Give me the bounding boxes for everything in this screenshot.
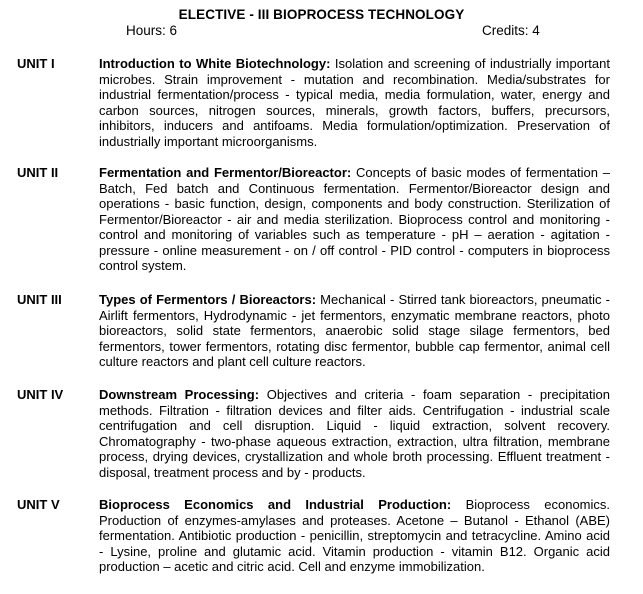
unit-heading: Fermentation and Fermentor/Bioreactor:: [99, 165, 352, 180]
unit-heading: Introduction to White Biotechnology:: [99, 56, 331, 71]
unit-text: Bioprocess economics. Production of enzymes-amylases and proteases. Acetone – Butanol - Ethanol (ABE) fermentation. Antibiotic production - penicillin, streptomycin and tetracycline. Amino acid - Lysine, proline and glutamic acid. Vitamin production - vitamin B12. Organic acid production – acetic and citric acid. Cell and enzyme immobilization.: [99, 497, 611, 574]
hours-label: Hours: 6: [126, 23, 178, 38]
unit-heading: Bioprocess Economics and Industrial Production:: [99, 497, 452, 512]
unit-content: [99, 165, 610, 274]
unit-content: [99, 497, 610, 575]
credits-label: Credits: 4: [482, 23, 540, 38]
unit-text: Objectives and criteria - foam separation - precipitation methods. Filtration - filtration devices and filter aids. Centrifugation - industrial scale centrifugation and cell disruption. Liquid - liquid extraction, solvent recovery. Chromatography - two-phase aqueous extraction, extraction, ultra filtration, membrane process, drying devices, crystallization and whole broth processing. Effluent treatment - disposal, treatment process and by - products.: [99, 387, 610, 480]
unit-content: [99, 56, 610, 149]
unit-label: UNIT V: [17, 497, 60, 512]
unit-heading: Downstream Processing:: [99, 387, 260, 402]
unit-label: UNIT IV: [17, 387, 64, 402]
unit-text: Concepts of basic modes of fermentation – Batch, Fed batch and Continuous fermentation. Fermentor/Bioreactor design and operations - basic function, design, components and body construction. Sterilization of Fermentor/Bioreactor - air and media sterilization. Bioprocess control and monitoring - control and monitoring of variables such as temperature - pH – aeration - agitation - pressure - online measurement - on / off control - PID control - computers in bioprocess control system.: [99, 165, 610, 273]
unit-text: Mechanical - Stirred tank bioreactors, pneumatic - Airlift fermentors, Hydrodynamic - jet fermentors, enzymatic membrane reactors, photo bioreactors, solid state fermentors, anaerobic solid stage silage fermentors, bed fermentors, tower fermentors, rotating disc fermentor, bubble cap fermentor, animal cell culture reactors and plant cell culture reactors.: [99, 292, 610, 369]
unit-label: UNIT I: [17, 56, 55, 71]
unit-text: Isolation and screening of industrially important microbes. Strain improvement - mutation and recombination. Media/substrates for industrial fermentation/process - typical media, media formulation, water, energy and carbon sources, nitrogen sources, minerals, growth factors, buffers, precursors, inhibitors, inducers and antifoams. Media formulation/optimization. Preservation of industrially important microorganisms.: [99, 56, 610, 149]
page-title: ELECTIVE - III BIOPROCESS TECHNOLOGY: [178, 7, 465, 22]
unit-content: [99, 292, 610, 370]
unit-content: [99, 387, 610, 480]
unit-label: UNIT III: [17, 292, 62, 307]
unit-heading: Types of Fermentors / Bioreactors:: [99, 292, 317, 307]
unit-label: UNIT II: [17, 165, 59, 180]
